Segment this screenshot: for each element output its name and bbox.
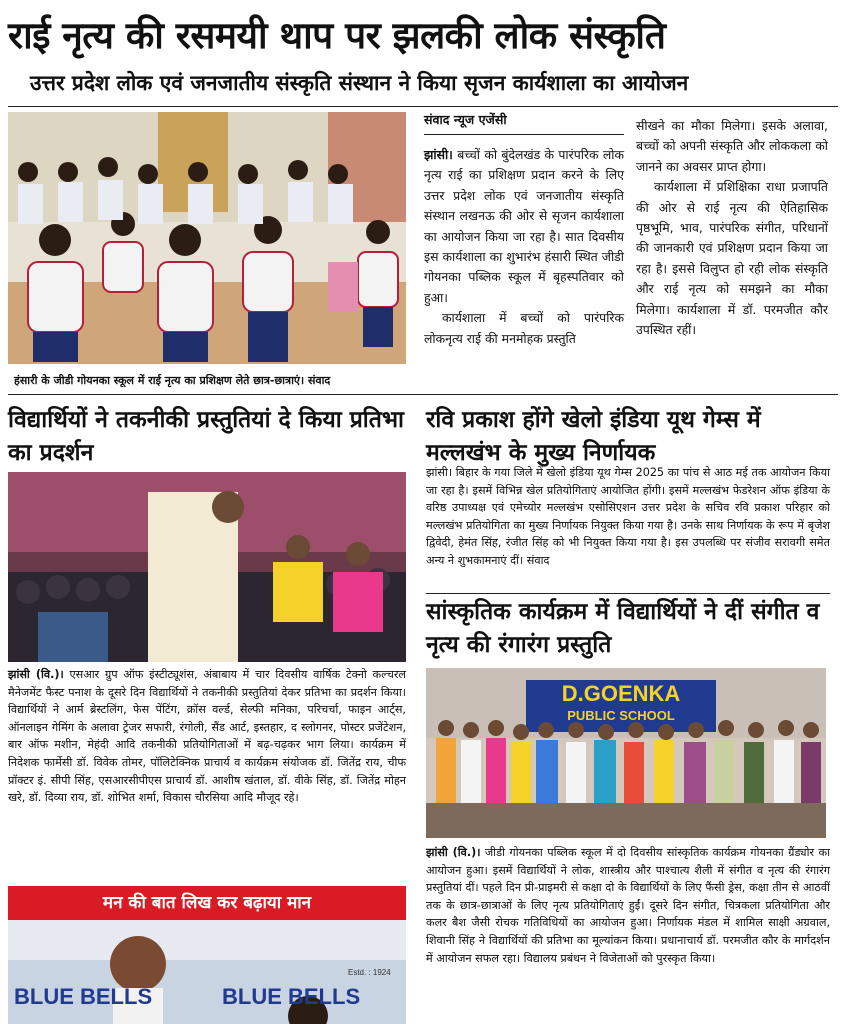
byline: संवाद न्यूज एजेंसी bbox=[424, 112, 507, 127]
divider bbox=[8, 106, 838, 107]
school-banner-title: D.GOENKA bbox=[561, 681, 681, 706]
dance-workshop-photo bbox=[8, 112, 406, 364]
story2-headline: विद्यार्थियों ने तकनीकी प्रस्तुतियां दे किया प्रतिभा का प्रदर्शन bbox=[8, 407, 404, 466]
techno-fest-photo bbox=[8, 472, 406, 662]
sign-text-right: BLUE BELLS bbox=[222, 984, 361, 1009]
divider bbox=[426, 593, 830, 594]
dateline: झांसी। bbox=[424, 147, 453, 162]
story2-text bbox=[8, 666, 406, 807]
main-headline: राई नृत्य की रसमयी थाप पर झलकी लोक संस्कृति bbox=[8, 14, 666, 57]
story3-headline: रवि प्रकाश होंगे खेलो इंडिया यूथ गेम्स में मल्लखंभ के मुख्य निर्णायक bbox=[426, 407, 761, 466]
story5-banner: मन की बात लिख कर बढ़ाया मान bbox=[8, 886, 406, 920]
story1-column-2 bbox=[636, 116, 828, 340]
story1-para-2: कार्यशाला में बच्चों को पारंपरिक लोकनृत्य राई की मनमोहक प्रस्तुति bbox=[424, 310, 624, 346]
dateline: झांसी (वि.)। bbox=[8, 668, 64, 681]
byline-rule bbox=[424, 134, 624, 135]
story4-body: जीडी गोयनका पब्लिक स्कूल में दो दिवसीय सांस्कृतिक कार्यक्रम गोयनका ग्रैंड्योर का आयोजन हुआ। इसमें विद्यार्थियों ने लोक, शास्त्रीय और पाश्चात्य शैली में संगीत व नृत्य की रंगारंग प्रस्तुतियां दीं। पहले दिन प्री-प्राइमरी से कक्षा दो के विद्यार्थियों के लिए फैंसी ड्रेस, कक्षा तीन से आठवीं तक के छात्र-छात्राओं के लिए नृत्य प्रतियोगिताएं हुईं। दूसरे दिन संगीत, चित्रकला प्रतियोगिता और कलर बैश जैसी रोचक गतिविधियों का आयोजन हुआ। निर्णायक मंडल में शामिल साक्षी अग्रवाल, शिवानी सिंह ने विद्यार्थियों की प्रतिभा का मूल्यांकन किया। प्रधानाचार्य डॉ. परमजीत कौर के मार्गदर्शन में आयोजन सफल रहा। विद्यालय प्रबंधन ने विजेताओं को पुरस्कृत किया। bbox=[426, 846, 830, 965]
story3-text: झांसी। बिहार के गया जिले में खेलो इंडिया यूथ गेम्स 2025 का पांच से आठ मई तक आयोजन किया जा रहा है। इसमें विभिन्न खेल प्रतियोगिताएं आयोजित होंगी। इसमें मल्लखंभ फेडरेशन ऑफ इंडिया के वरिष्ठ उपाध्यक्ष एवं एमेच्योर मल्लखंभ एसोसिएशन उत्तर प्रदेश के सचिव रवि प्रकाश परिहार को मल्लखंभ प्रतियोगिता का मुख्य निर्णायक नियुक्त किया गया है। उनके साथ निर्णायक के रूप में बृजेश द्विवेदी, हेमंत सिंह, रंजीत सिंह को भी नियुक्त किया गया है। इस उपलब्धि पर संजीव सरावगी समेत अन्य ने शुभकामनाएं दीं। संवाद bbox=[426, 466, 830, 567]
cultural-program-photo bbox=[426, 668, 826, 838]
divider bbox=[8, 394, 838, 395]
sign-text-left: BLUE BELLS bbox=[14, 984, 153, 1009]
story1-para-3: सीखने का मौका मिलेगा। इसके अलावा, बच्चों को अपनी संस्कृति और लोककला को जानने का अवसर प्राप्त होगा। bbox=[636, 118, 828, 174]
dateline: झांसी (वि.)। bbox=[426, 846, 481, 859]
school-banner-subtitle: PUBLIC SCHOOL bbox=[567, 708, 675, 723]
story1-para-1: बच्चों को बुंदेलखंड के पारंपरिक लोक नृत्य राई का प्रशिक्षण प्रदान करने के लिए उत्तर प्रदेश लोक एवं जनजातीय संस्कृति संस्थान लखनऊ की ओर से सृजन कार्यशाला का आयोजन किया जा रहा है। सात दिवसीय इस कार्यशाला का शुभारंभ हंसारी स्थित जीडी गोयनका पब्लिक स्कूल में बृहस्पतिवार को हुआ। bbox=[424, 147, 624, 305]
sub-headline: उत्तर प्रदेश लोक एवं जनजातीय संस्कृति संस्थान ने किया सृजन कार्यशाला का आयोजन bbox=[30, 71, 689, 95]
story4-headline: सांस्कृतिक कार्यक्रम में विद्यार्थियों ने दीं संगीत व नृत्य की रंगारंग प्रस्तुति bbox=[426, 599, 820, 658]
story1-text-1 bbox=[424, 145, 624, 349]
sign-established: Estd. : 1924 bbox=[348, 968, 391, 977]
story4-text bbox=[426, 844, 830, 967]
story2-body: एसआर ग्रुप ऑफ इंस्टीट्यूशंस, अंबाबाय में चार दिवसीय वार्षिक टेक्नो कल्चरल मैनेजमेंट फैस्ट पनाश के दूसरे दिन विद्यार्थियों ने तकनीकी प्रस्तुतियां देकर प्रतिभा का प्रदर्शन किया। विद्यार्थियों ने आर्म ब्रेस्टलिंग, फेस पेंटिंग, क्रॉस वर्ल्ड, सेल्फी मनिका, परिचर्चा, फाइन आर्ट्स, ऑनलाइन गेमिंग के अलावा ट्रेजर सफारी, रंगोली, सैंड आर्ट, इस्तहार, द स्लोगनर, पोस्टर प्रजेंटेशन, बार ऑफ मशीन, मेहंदी आदि तकनीकी प्रतियोगिताओं में बढ़-चढ़कर भाग लिया। कार्यक्रम में निदेशक फार्मेसी डॉ. विवेक तोमर, पॉलिटेक्निक प्राचार्य व कार्यक्रम संयोजक डॉ. जितेंद्र राय, चीफ प्रॉक्टर इं. सीपी सिंह, एसआरसीपीएस प्राचार्य डॉ. आशीष खंताल, डॉ. वीके सिंह, डॉ. जितेंद्र मोहन खरे, डॉ. दिव्या राय, डॉ. शोभित शर्मा, विकास चौरसिया आदि मौजूद रहे। bbox=[8, 668, 407, 805]
story1-column-1 bbox=[424, 108, 624, 349]
photo-caption: हंसारी के जीडी गोयनका स्कूल में राई नृत्य का प्रशिक्षण लेते छात्र-छात्राएं। संवाद bbox=[14, 374, 331, 387]
story1-para-4: कार्यशाला में प्रशिक्षिका राधा प्रजापति की ओर से राई नृत्य की ऐतिहासिक पृष्ठभूमि, भाव, पारंपरिक संगीत, परिधानों की जानकारी एवं प्रशिक्षण प्रदान किया जा रहा है। इससे विलुप्त हो रही लोक संस्कृति और राई नृत्य को समझने का मौका मिलेगा। कार्यशाला में डॉ. परमजीत कौर उपस्थित रहीं। bbox=[636, 179, 828, 338]
blue-bells-photo bbox=[8, 920, 406, 1024]
